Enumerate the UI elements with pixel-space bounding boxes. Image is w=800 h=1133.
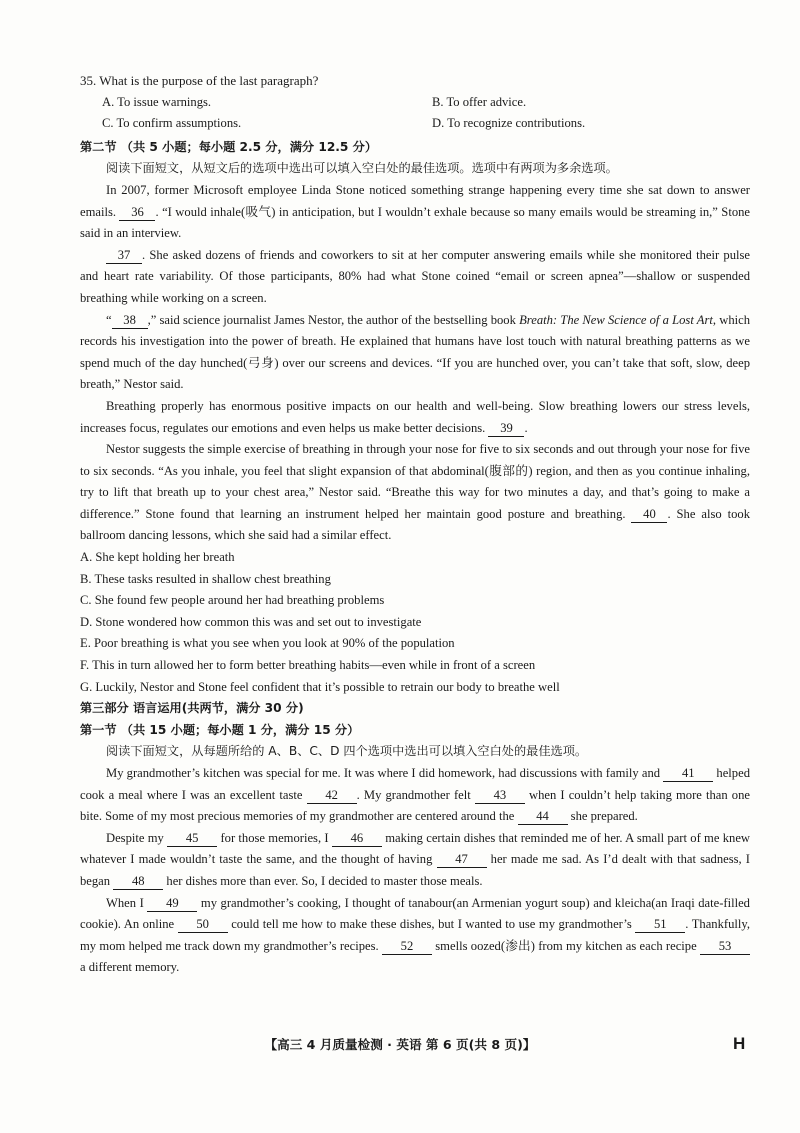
blank-47: 47 [437,852,487,868]
option-d: D. To recognize contributions. [432,116,586,131]
choice-c: C. She found few people around her had breathing problems [80,593,385,608]
blank-36: 36 [119,205,155,221]
text: making certain dishes that reminded me of her. A small part of me knew whatever I made wouldn’t taste the same, and the thought of having [80,830,751,867]
choice-g: G. Luckily, Nestor and Stone feel confident that it’s possible to retrain our body to breathe well [80,679,560,694]
text: . Thankfully, my mom helped me track down my grandmother’s recipes. [80,917,751,953]
option-b: B. To offer advice. [432,94,527,109]
section2-heading: 第二节 （共 5 小题；每小题 2.5 分，满分 12.5 分） [80,139,378,154]
question-35-options [102,92,750,135]
choice-b: B. These tasks resulted in shallow chest breathing [80,571,331,586]
passage-paragraph-2 [80,245,750,310]
part3-heading: 第三部分 语言运用(共两节，满分 30 分) [80,701,304,716]
blank-41: 41 [663,766,713,782]
passage-paragraph-5 [80,439,750,547]
section2-instruction: 阅读下面短文，从短文后的选项中选出可以填入空白处的最佳选项。选项中有两项为多余选项。 [106,161,618,176]
choice-list [80,547,750,698]
text: her made me sad. As I’d dealt with that sadness, I began [80,852,750,888]
part3-instruction: 阅读下面短文，从每题所给的 A、B、C、D 四个选项中选出可以填入空白处的最佳选项。 [106,744,588,759]
text: could tell me how to make these dishes, but I wanted to use my grandmother’s [231,917,632,932]
blank-50: 50 [178,917,228,933]
text: helped cook a meal where I was an excellent taste [80,766,750,802]
blank-52: 52 [382,939,432,955]
passage-paragraph-4: Breathing properly has enormous positive impacts on our health and well-being. Slow breathing lowers our stress levels, increases focus, regulates our emotions and even helps us make better decisions. 39 . [80,398,750,435]
blank-48: 48 [113,874,163,890]
blank-42: 42 [307,788,357,804]
text: a different memory. [80,960,180,975]
text: Despite my [106,830,164,845]
blank-49: 49 [147,896,197,912]
text: My grandmother’s kitchen was special for me. It was where I did homework, had discussions with family and [106,766,661,780]
cloze-paragraph-1 [80,763,750,828]
blank-37: 37 [106,248,142,264]
choice-a: A. She kept holding her breath [80,550,235,565]
passage-paragraph-1 [80,180,750,245]
text: smells oozed(渗出) from my kitchen as each recipe [435,938,697,953]
option-a: A. To issue warnings. [102,94,212,109]
blank-40: 40 [631,507,667,523]
blank-51: 51 [635,917,685,933]
text: Nestor suggests the simple exercise of breathing in through your nose for five to six seconds and out through your nose for five to six seconds. “As you inhale, you feel that slight expansion of that abdominal(腹部的) region, and then as you continue inhaling, try to lift that breath up to your chest area,” Nestor said. “Breathe this way for two minutes a day, and that’s going to make a difference.” Stone found that learning an instrument helped her maintain good posture and breathing. [80,442,750,521]
text: when I couldn’t help taking more than one bite. Some of my most precious memories of my grandmother are centered around the [80,787,750,824]
blank-53: 53 [700,939,750,955]
text: my grandmother’s cooking, I thought of tanabour(an Armenian yogurt soup) and kleicha(an Iraqi date-filled cookie). An online [80,895,750,932]
text: When I [106,895,144,910]
cloze-paragraph-2 [80,828,750,893]
choice-d: D. Stone wondered how common this was and set out to investigate [80,614,422,629]
part3-section1-heading: 第一节 （共 15 小题；每小题 1 分，满分 15 分） [80,722,360,737]
option-c: C. To confirm assumptions. [102,116,242,131]
blank-38: 38 [112,313,148,329]
question-35-title: 35. What is the purpose of the last paragraph? [80,73,319,88]
text: for those memories, I [220,830,329,845]
blank-43: 43 [475,788,525,804]
blank-39: 39 [488,421,524,437]
text: . She also took ballroom dancing lessons, which she said had a similar effect. [80,506,750,543]
text: . My grandmother felt [356,787,471,802]
choice-e: E. Poor breathing is what you see when you look at 90% of the population [80,636,455,651]
text: In 2007, former Microsoft employee Linda Stone noticed something strange happening every time she sat down to answer emails. [80,182,750,219]
text: . She asked dozens of friends and coworkers to sit at her computer answering emails while she monitored their pulse and heart rate variability. Of those participants, 80% had what Stone coined “email or screen apnea”—shallow or suspended breathing while working on a screen. [80,247,750,305]
page-content [80,70,750,979]
version-mark: H [733,1034,746,1053]
page-footer: 【高三 4 月质量检测 · 英语 第 6 页(共 8 页)】 [264,1037,536,1052]
text: ,” said science journalist James Nestor, the author of the bestselling book [147,312,520,327]
text: , which records his investigation into the power of breath. He explained that humans have lost touch with natural breathing patterns as we spend much of the day hunched(弓身) over our screens and devices. “If you are hunched over, you can’t take that soft, slow, deep breath,” Nestor said. [80,312,751,392]
blank-45: 45 [167,831,217,847]
blank-44: 44 [518,809,568,825]
choice-f: F. This in turn allowed her to form better breathing habits—even while in front of a screen [80,658,536,673]
text: her dishes more than ever. So, I decided to master those meals. [166,873,483,888]
text: . “I would inhale(吸气) in anticipation, but I wouldn’t exhale because so many emails would be streaming in,” Stone said in an interview. [80,204,750,241]
book-title: Breath: The New Science of a Lost Art [519,312,713,327]
text: “ [106,312,112,327]
cloze-paragraph-3 [80,893,750,979]
blank-46: 46 [332,831,382,847]
text: Breathing properly has enormous positive impacts on our health and well-being. Slow breathing lowers our stress levels, increases focus, regulates our emotions and even helps us make better decisions. [80,398,750,435]
passage-paragraph-3 [80,310,750,396]
text: she prepared. [570,809,638,824]
